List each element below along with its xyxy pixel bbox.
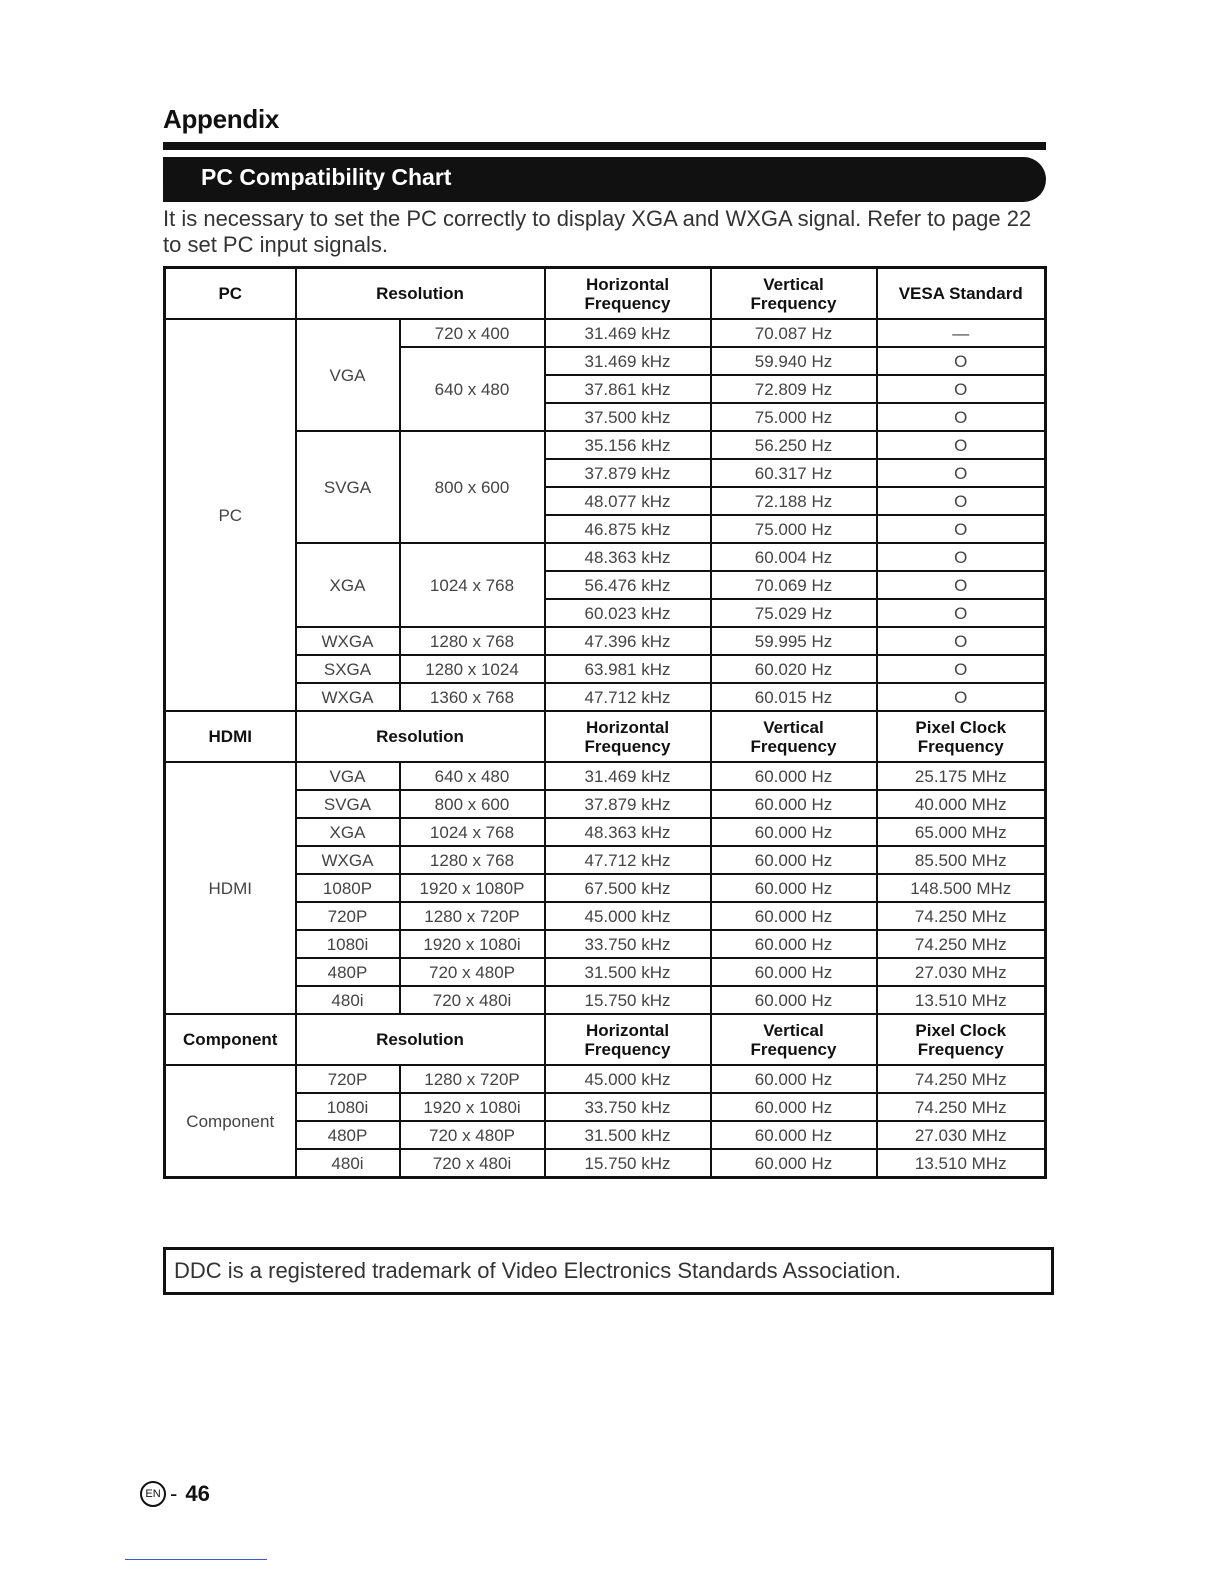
vertical-frequency-cell: 59.995 Hz xyxy=(711,627,877,655)
vesa-standard-cell: O xyxy=(877,599,1046,627)
horizontal-frequency-cell: 63.981 kHz xyxy=(545,655,711,683)
footer-separator: - xyxy=(170,1481,178,1506)
section-title: PC Compatibility Chart xyxy=(201,164,452,190)
section-title-bar xyxy=(163,157,1046,202)
horizontal-frequency-cell: 48.363 kHz xyxy=(545,818,711,846)
language-badge-icon: EN xyxy=(140,1481,166,1507)
signal-type-cell: SVGA xyxy=(296,790,400,818)
hdmi-header-resolution: Resolution xyxy=(296,711,545,762)
horizontal-frequency-cell: 47.396 kHz xyxy=(545,627,711,655)
horizontal-frequency-cell: 33.750 kHz xyxy=(545,930,711,958)
signal-type-cell: SVGA xyxy=(296,431,400,543)
hdmi-header-row xyxy=(165,711,1046,762)
table-row xyxy=(165,930,1046,958)
vesa-standard-cell: O xyxy=(877,543,1046,571)
vertical-frequency-cell: 72.809 Hz xyxy=(711,375,877,403)
vertical-frequency-cell: 60.000 Hz xyxy=(711,1065,877,1093)
resolution-cell: 1280 x 768 xyxy=(400,627,545,655)
vertical-frequency-cell: 72.188 Hz xyxy=(711,487,877,515)
vesa-standard-cell: O xyxy=(877,459,1046,487)
resolution-cell: 640 x 480 xyxy=(400,762,545,790)
pc-header-last: VESA Standard xyxy=(877,268,1046,320)
horizontal-frequency-cell: 45.000 kHz xyxy=(545,902,711,930)
vertical-frequency-cell: 75.029 Hz xyxy=(711,599,877,627)
vertical-frequency-cell: 60.000 Hz xyxy=(711,818,877,846)
signal-type-cell: 480P xyxy=(296,958,400,986)
table-row xyxy=(165,1121,1046,1149)
vertical-frequency-cell: 60.020 Hz xyxy=(711,655,877,683)
component-header-horizontal: Horizontal Frequency xyxy=(545,1014,711,1065)
resolution-cell: 1024 x 768 xyxy=(400,543,545,627)
signal-type-cell: 480i xyxy=(296,986,400,1014)
horizontal-frequency-cell: 37.879 kHz xyxy=(545,790,711,818)
pixel-clock-cell: 74.250 MHz xyxy=(877,1093,1046,1121)
horizontal-frequency-cell: 48.077 kHz xyxy=(545,487,711,515)
vertical-frequency-cell: 60.317 Hz xyxy=(711,459,877,487)
component-header-last: Pixel Clock Frequency xyxy=(877,1014,1046,1065)
vertical-frequency-cell: 60.000 Hz xyxy=(711,762,877,790)
vesa-standard-cell: O xyxy=(877,515,1046,543)
horizontal-frequency-cell: 15.750 kHz xyxy=(545,986,711,1014)
vertical-frequency-cell: 75.000 Hz xyxy=(711,403,877,431)
page-heading: Appendix xyxy=(163,104,280,134)
resolution-cell: 1360 x 768 xyxy=(400,683,545,711)
vesa-standard-cell: O xyxy=(877,683,1046,711)
vertical-frequency-cell: 56.250 Hz xyxy=(711,431,877,459)
pixel-clock-cell: 74.250 MHz xyxy=(877,902,1046,930)
horizontal-frequency-cell: 67.500 kHz xyxy=(545,874,711,902)
component-group-label: Component xyxy=(165,1065,296,1178)
resolution-cell: 720 x 480P xyxy=(400,958,545,986)
horizontal-frequency-cell: 48.363 kHz xyxy=(545,543,711,571)
signal-type-cell: XGA xyxy=(296,818,400,846)
signal-type-cell: SXGA xyxy=(296,655,400,683)
resolution-cell: 640 x 480 xyxy=(400,347,545,431)
table-row xyxy=(165,431,1046,459)
horizontal-frequency-cell: 56.476 kHz xyxy=(545,571,711,599)
vertical-frequency-cell: 60.004 Hz xyxy=(711,543,877,571)
pixel-clock-cell: 27.030 MHz xyxy=(877,1121,1046,1149)
hdmi-header-horizontal: Horizontal Frequency xyxy=(545,711,711,762)
vesa-standard-cell: O xyxy=(877,375,1046,403)
resolution-cell: 1920 x 1080i xyxy=(400,1093,545,1121)
resolution-cell: 1280 x 720P xyxy=(400,902,545,930)
table-row xyxy=(165,958,1046,986)
horizontal-frequency-cell: 47.712 kHz xyxy=(545,683,711,711)
signal-type-cell: 480P xyxy=(296,1121,400,1149)
pixel-clock-cell: 74.250 MHz xyxy=(877,930,1046,958)
signal-type-cell: XGA xyxy=(296,543,400,627)
table-row xyxy=(165,790,1046,818)
horizontal-frequency-cell: 31.500 kHz xyxy=(545,958,711,986)
resolution-cell: 1280 x 768 xyxy=(400,846,545,874)
horizontal-frequency-cell: 33.750 kHz xyxy=(545,1093,711,1121)
table-row xyxy=(165,1149,1046,1178)
table-row xyxy=(165,683,1046,711)
resolution-cell: 720 x 480i xyxy=(400,986,545,1014)
resolution-cell: 800 x 600 xyxy=(400,790,545,818)
signal-type-cell: WXGA xyxy=(296,683,400,711)
vertical-frequency-cell: 60.000 Hz xyxy=(711,790,877,818)
resolution-cell: 1024 x 768 xyxy=(400,818,545,846)
signal-type-cell: WXGA xyxy=(296,846,400,874)
pc-header-resolution: Resolution xyxy=(296,268,545,320)
component-header-vertical: Vertical Frequency xyxy=(711,1014,877,1065)
pixel-clock-cell: 13.510 MHz xyxy=(877,986,1046,1014)
vertical-frequency-cell: 60.000 Hz xyxy=(711,874,877,902)
vesa-standard-cell: — xyxy=(877,319,1046,347)
horizontal-frequency-cell: 15.750 kHz xyxy=(545,1149,711,1178)
vesa-standard-cell: O xyxy=(877,403,1046,431)
horizontal-frequency-cell: 37.861 kHz xyxy=(545,375,711,403)
pc-header-group: PC xyxy=(165,268,296,320)
horizontal-frequency-cell: 31.469 kHz xyxy=(545,762,711,790)
resolution-cell: 720 x 480P xyxy=(400,1121,545,1149)
horizontal-frequency-cell: 46.875 kHz xyxy=(545,515,711,543)
resolution-cell: 1920 x 1080i xyxy=(400,930,545,958)
horizontal-frequency-cell: 60.023 kHz xyxy=(545,599,711,627)
footer-link-line xyxy=(125,1559,267,1560)
signal-type-cell: 720P xyxy=(296,1065,400,1093)
resolution-cell: 720 x 480i xyxy=(400,1149,545,1178)
signal-type-cell: 480i xyxy=(296,1149,400,1178)
pixel-clock-cell: 13.510 MHz xyxy=(877,1149,1046,1178)
vesa-standard-cell: O xyxy=(877,571,1046,599)
table-row xyxy=(165,846,1046,874)
pixel-clock-cell: 74.250 MHz xyxy=(877,1065,1046,1093)
signal-type-cell: VGA xyxy=(296,319,400,431)
table-row xyxy=(165,1093,1046,1121)
vertical-frequency-cell: 59.940 Hz xyxy=(711,347,877,375)
pc-header-horizontal: Horizontal Frequency xyxy=(545,268,711,320)
signal-type-cell: VGA xyxy=(296,762,400,790)
vertical-frequency-cell: 60.000 Hz xyxy=(711,1121,877,1149)
signal-type-cell: 1080i xyxy=(296,1093,400,1121)
pc-header-row xyxy=(165,268,1046,320)
component-header-resolution: Resolution xyxy=(296,1014,545,1065)
vertical-frequency-cell: 70.087 Hz xyxy=(711,319,877,347)
vesa-standard-cell: O xyxy=(877,347,1046,375)
hdmi-group-label: HDMI xyxy=(165,762,296,1014)
resolution-cell: 1920 x 1080P xyxy=(400,874,545,902)
horizontal-frequency-cell: 37.500 kHz xyxy=(545,403,711,431)
heading-rule xyxy=(163,142,1046,150)
page-number: 46 xyxy=(185,1481,210,1506)
vesa-standard-cell: O xyxy=(877,487,1046,515)
pc-header-vertical: Vertical Frequency xyxy=(711,268,877,320)
vertical-frequency-cell: 60.000 Hz xyxy=(711,930,877,958)
signal-type-cell: 1080i xyxy=(296,930,400,958)
hdmi-header-last: Pixel Clock Frequency xyxy=(877,711,1046,762)
compatibility-table xyxy=(163,266,1047,1179)
compatibility-table-body xyxy=(165,268,1046,1178)
vertical-frequency-cell: 60.015 Hz xyxy=(711,683,877,711)
pixel-clock-cell: 65.000 MHz xyxy=(877,818,1046,846)
resolution-cell: 1280 x 1024 xyxy=(400,655,545,683)
vertical-frequency-cell: 60.000 Hz xyxy=(711,986,877,1014)
table-row xyxy=(165,902,1046,930)
pixel-clock-cell: 25.175 MHz xyxy=(877,762,1046,790)
vertical-frequency-cell: 60.000 Hz xyxy=(711,958,877,986)
pc-group-label: PC xyxy=(165,319,296,711)
pixel-clock-cell: 85.500 MHz xyxy=(877,846,1046,874)
vertical-frequency-cell: 60.000 Hz xyxy=(711,1149,877,1178)
horizontal-frequency-cell: 47.712 kHz xyxy=(545,846,711,874)
vertical-frequency-cell: 60.000 Hz xyxy=(711,902,877,930)
horizontal-frequency-cell: 45.000 kHz xyxy=(545,1065,711,1093)
vertical-frequency-cell: 70.069 Hz xyxy=(711,571,877,599)
component-header-row xyxy=(165,1014,1046,1065)
resolution-cell: 800 x 600 xyxy=(400,431,545,543)
table-row xyxy=(165,655,1046,683)
horizontal-frequency-cell: 37.879 kHz xyxy=(545,459,711,487)
table-row xyxy=(165,319,1046,347)
vesa-standard-cell: O xyxy=(877,655,1046,683)
table-row xyxy=(165,762,1046,790)
pixel-clock-cell: 148.500 MHz xyxy=(877,874,1046,902)
horizontal-frequency-cell: 31.469 kHz xyxy=(545,347,711,375)
intro-text: It is necessary to set the PC correctly to display XGA and WXGA signal. Refer to page 22 to set PC input signals. xyxy=(163,206,1032,257)
resolution-cell: 720 x 400 xyxy=(400,319,545,347)
signal-type-cell: WXGA xyxy=(296,627,400,655)
table-row xyxy=(165,543,1046,571)
table-row xyxy=(165,627,1046,655)
page-footer xyxy=(140,1481,210,1507)
horizontal-frequency-cell: 35.156 kHz xyxy=(545,431,711,459)
signal-type-cell: 1080P xyxy=(296,874,400,902)
vertical-frequency-cell: 60.000 Hz xyxy=(711,1093,877,1121)
signal-type-cell: 720P xyxy=(296,902,400,930)
vertical-frequency-cell: 60.000 Hz xyxy=(711,846,877,874)
horizontal-frequency-cell: 31.500 kHz xyxy=(545,1121,711,1149)
resolution-cell: 1280 x 720P xyxy=(400,1065,545,1093)
table-row xyxy=(165,874,1046,902)
table-row xyxy=(165,1065,1046,1093)
table-row xyxy=(165,818,1046,846)
component-header-group: Component xyxy=(165,1014,296,1065)
hdmi-header-vertical: Vertical Frequency xyxy=(711,711,877,762)
vesa-standard-cell: O xyxy=(877,431,1046,459)
hdmi-header-group: HDMI xyxy=(165,711,296,762)
pixel-clock-cell: 27.030 MHz xyxy=(877,958,1046,986)
pixel-clock-cell: 40.000 MHz xyxy=(877,790,1046,818)
vesa-standard-cell: O xyxy=(877,627,1046,655)
horizontal-frequency-cell: 31.469 kHz xyxy=(545,319,711,347)
trademark-note: DDC is a registered trademark of Video Electronics Standards Association. xyxy=(163,1247,1054,1295)
vertical-frequency-cell: 75.000 Hz xyxy=(711,515,877,543)
table-row xyxy=(165,986,1046,1014)
